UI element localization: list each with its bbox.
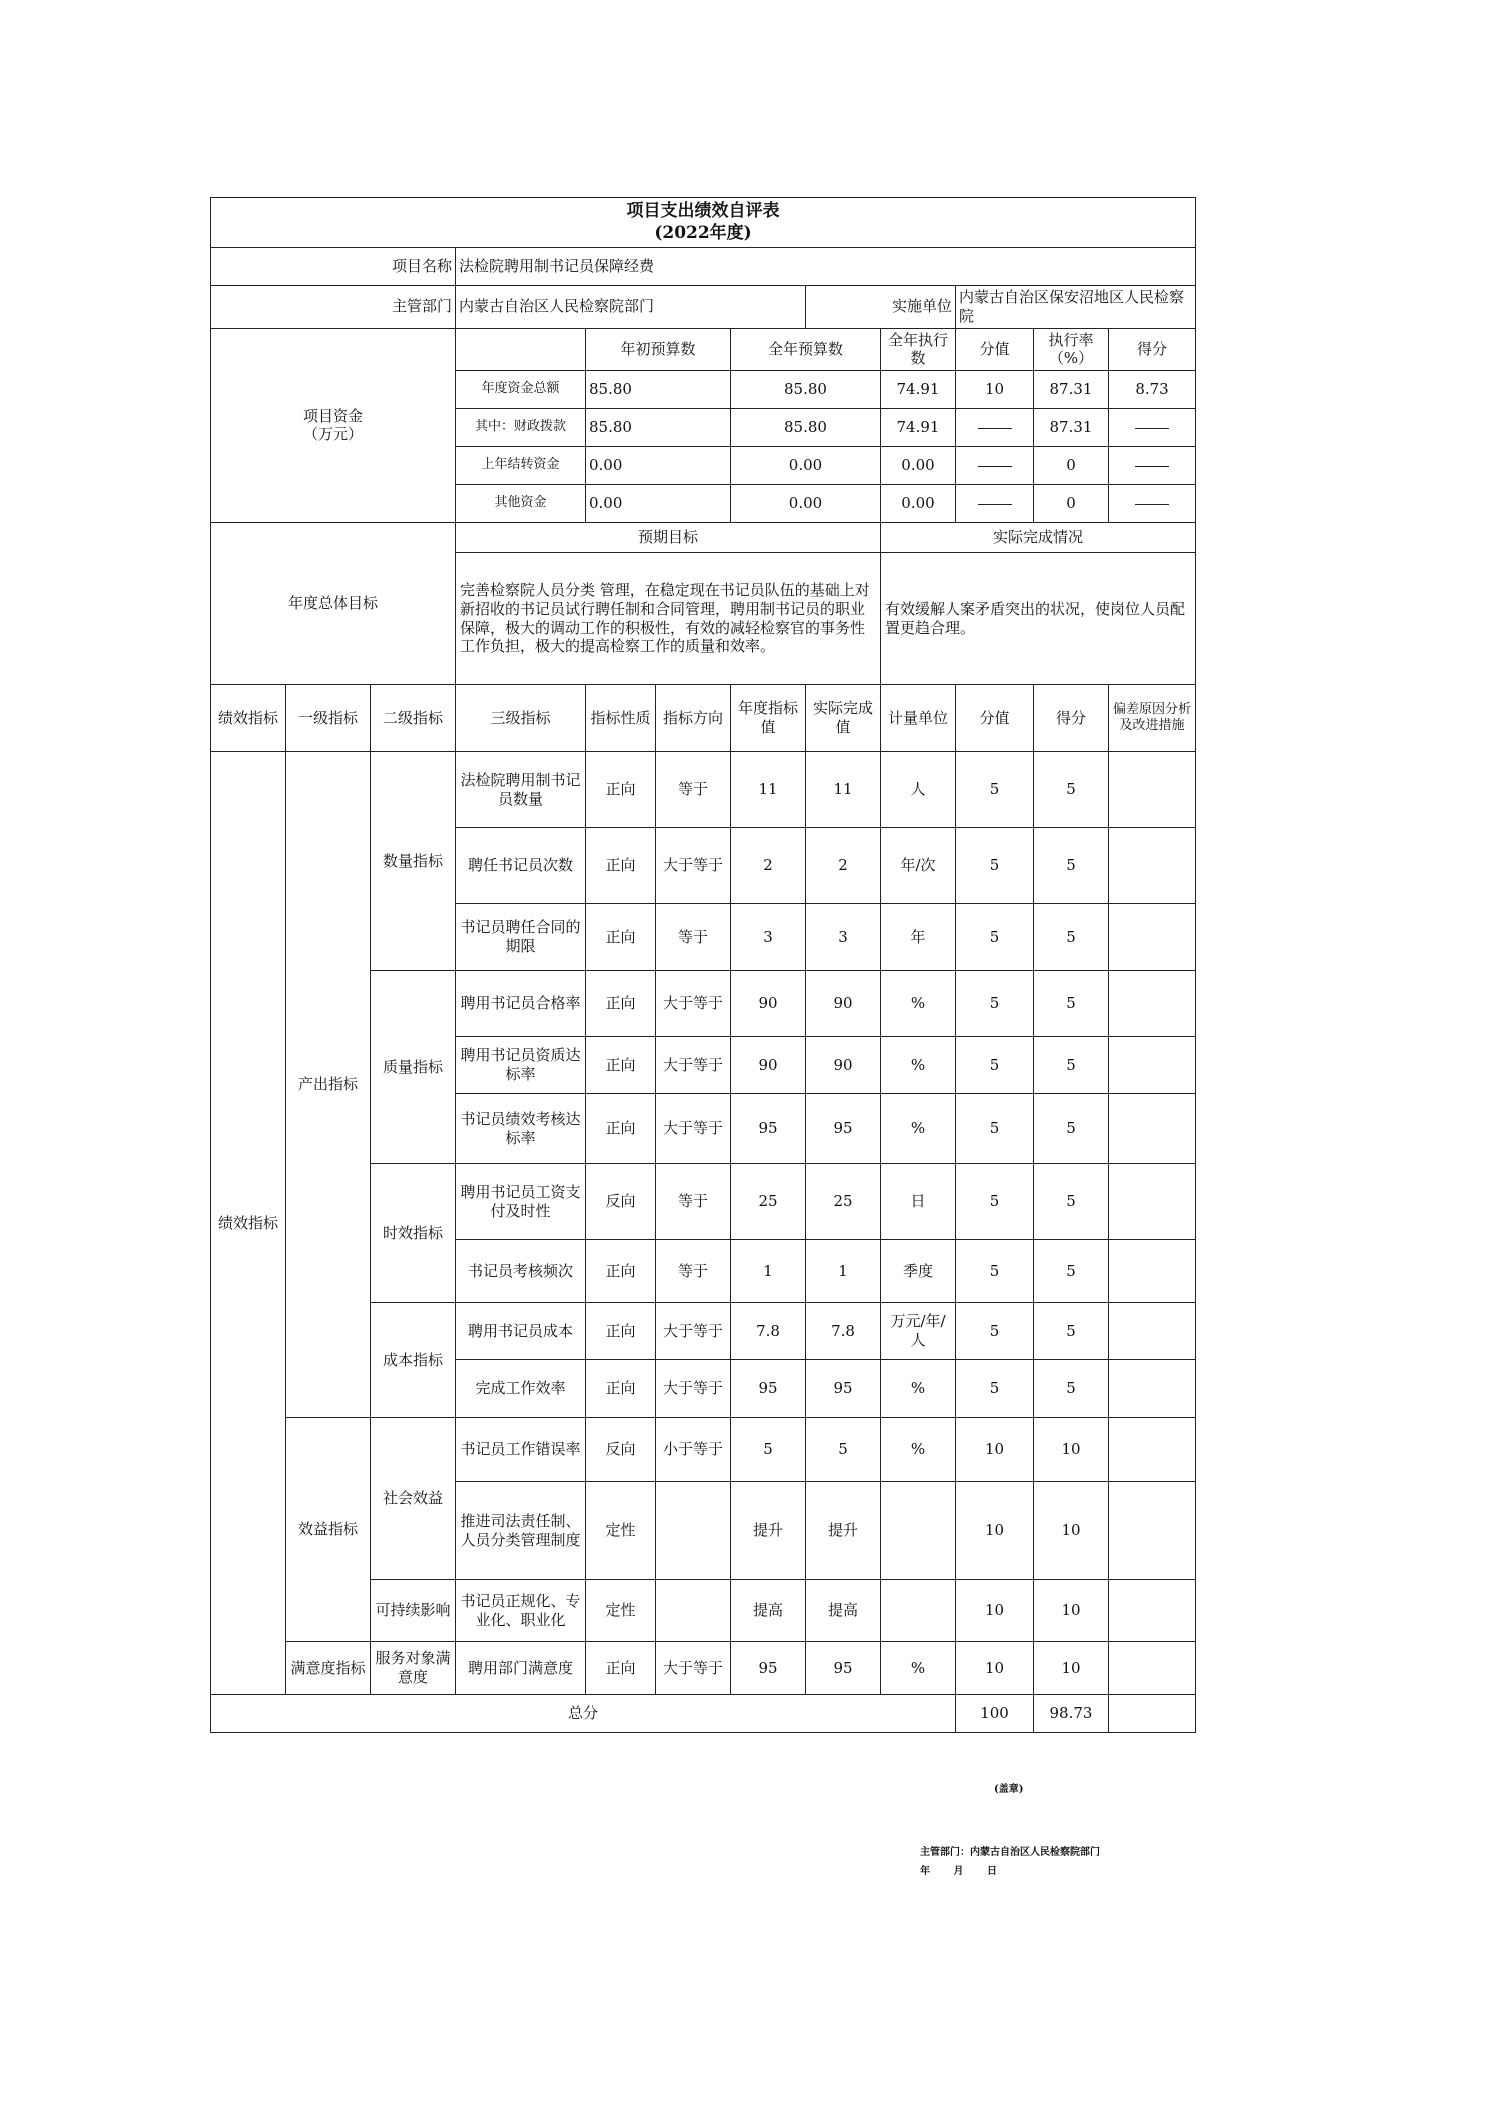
ind-direction: 大于等于 bbox=[656, 971, 731, 1037]
ind-target: 90 bbox=[731, 1037, 806, 1094]
funds-row-annual: 0.00 bbox=[731, 447, 881, 485]
goals-actual-text: 有效缓解人案矛盾突出的状况，使岗位人员配置更趋合理。 bbox=[881, 553, 1196, 685]
table-title: 项目支出绩效自评表 bbox=[626, 201, 780, 222]
ind-satisfaction-label: 满意度指标 bbox=[286, 1642, 371, 1695]
ind-header-value: 分值 bbox=[956, 685, 1034, 752]
total-deviation bbox=[1109, 1695, 1196, 1733]
ind-actual: 5 bbox=[806, 1418, 881, 1482]
ind-score: 10 bbox=[1034, 1580, 1109, 1642]
ind-direction: 小于等于 bbox=[656, 1418, 731, 1482]
ind-score: 5 bbox=[1034, 1164, 1109, 1240]
ind-value: 5 bbox=[956, 1360, 1034, 1418]
ind-name: 书记员绩效考核达标率 bbox=[456, 1094, 586, 1164]
ind-actual: 提升 bbox=[806, 1482, 881, 1580]
funds-row-score: 8.73 bbox=[1109, 371, 1196, 409]
ind-unit bbox=[881, 1482, 956, 1580]
ind-unit: % bbox=[881, 1418, 956, 1482]
ind-group-label: 绩效指标 bbox=[211, 752, 286, 1695]
ind-header-target: 年度指标值 bbox=[731, 685, 806, 752]
ind-nature: 正向 bbox=[586, 904, 656, 971]
ind-direction: 大于等于 bbox=[656, 1094, 731, 1164]
ind-score: 5 bbox=[1034, 752, 1109, 828]
ind-name: 书记员考核频次 bbox=[456, 1240, 586, 1303]
ind-value: 5 bbox=[956, 971, 1034, 1037]
ind-unit: % bbox=[881, 1094, 956, 1164]
ind-score: 5 bbox=[1034, 904, 1109, 971]
ind-name: 书记员正规化、专业化、职业化 bbox=[456, 1580, 586, 1642]
table-year: (2022年度) bbox=[654, 222, 752, 243]
ind-score: 5 bbox=[1034, 1360, 1109, 1418]
signature-date bbox=[920, 1862, 1100, 1881]
funds-row-exec: 0.00 bbox=[881, 485, 956, 523]
ind-score: 10 bbox=[1034, 1482, 1109, 1580]
ind-direction: 大于等于 bbox=[656, 1360, 731, 1418]
ind-value: 5 bbox=[956, 1164, 1034, 1240]
ind-target: 3 bbox=[731, 904, 806, 971]
funds-row-init: 85.80 bbox=[586, 409, 731, 447]
seal-note: (盖章) bbox=[994, 1784, 1024, 1795]
funds-row-score-value bbox=[956, 447, 1034, 485]
ind-deviation bbox=[1109, 1037, 1196, 1094]
ind-deviation bbox=[1109, 1303, 1196, 1360]
ind-score: 5 bbox=[1034, 1094, 1109, 1164]
ind-nature: 正向 bbox=[586, 1094, 656, 1164]
ind-name: 聘用书记员资质达标率 bbox=[456, 1037, 586, 1094]
funds-row-rate: 0 bbox=[1034, 447, 1109, 485]
ind-output-label: 产出指标 bbox=[286, 752, 371, 1418]
ind-nature: 正向 bbox=[586, 1037, 656, 1094]
ind-header-unit: 计量单位 bbox=[881, 685, 956, 752]
ind-value: 10 bbox=[956, 1642, 1034, 1695]
ind-nature: 正向 bbox=[586, 1240, 656, 1303]
ind-actual: 3 bbox=[806, 904, 881, 971]
funds-row-score bbox=[1109, 447, 1196, 485]
ind-score: 5 bbox=[1034, 828, 1109, 904]
ind-name: 书记员聘任合同的期限 bbox=[456, 904, 586, 971]
ind-nature: 正向 bbox=[586, 752, 656, 828]
dash-mark bbox=[978, 466, 1012, 467]
ind-nature: 反向 bbox=[586, 1418, 656, 1482]
funds-header-rate: 执行率（%） bbox=[1034, 328, 1109, 371]
ind-actual: 25 bbox=[806, 1164, 881, 1240]
ind-actual: 95 bbox=[806, 1360, 881, 1418]
ind-name: 法检院聘用制书记员数量 bbox=[456, 752, 586, 828]
goals-expected-header: 预期目标 bbox=[456, 523, 881, 553]
signature-dept: 主管部门：内蒙古自治区人民检察院部门 bbox=[920, 1847, 1100, 1858]
ind-name: 聘任书记员次数 bbox=[456, 828, 586, 904]
ind-unit: 人 bbox=[881, 752, 956, 828]
dash-mark bbox=[1135, 504, 1169, 505]
ind-value: 10 bbox=[956, 1482, 1034, 1580]
ind-header-nature: 指标性质 bbox=[586, 685, 656, 752]
funds-row-init: 0.00 bbox=[586, 485, 731, 523]
ind-score: 10 bbox=[1034, 1642, 1109, 1695]
ind-target: 7.8 bbox=[731, 1303, 806, 1360]
ind-target: 2 bbox=[731, 828, 806, 904]
funds-row-exec: 74.91 bbox=[881, 371, 956, 409]
ind-name: 书记员工作错误率 bbox=[456, 1418, 586, 1482]
ind-deviation bbox=[1109, 752, 1196, 828]
ind-score: 5 bbox=[1034, 1303, 1109, 1360]
funds-header-annual: 全年预算数 bbox=[731, 328, 881, 371]
ind-score: 5 bbox=[1034, 1240, 1109, 1303]
indicator-row bbox=[211, 752, 1196, 828]
funds-row-name: 年度资金总额 bbox=[456, 371, 586, 409]
ind-value: 10 bbox=[956, 1580, 1034, 1642]
ind-unit: % bbox=[881, 971, 956, 1037]
ind-service-label: 服务对象满意度 bbox=[371, 1642, 456, 1695]
ind-header-group: 绩效指标 bbox=[211, 685, 286, 752]
ind-deviation bbox=[1109, 904, 1196, 971]
project-name-value: 法检院聘用制书记员保障经费 bbox=[456, 248, 1196, 286]
funds-row-score bbox=[1109, 409, 1196, 447]
ind-sustain-label: 可持续影响 bbox=[371, 1580, 456, 1642]
ind-nature: 正向 bbox=[586, 828, 656, 904]
ind-direction: 大于等于 bbox=[656, 828, 731, 904]
ind-target: 95 bbox=[731, 1360, 806, 1418]
ind-deviation bbox=[1109, 1360, 1196, 1418]
ind-deviation bbox=[1109, 1240, 1196, 1303]
goals-actual-header: 实际完成情况 bbox=[881, 523, 1196, 553]
signature-block bbox=[920, 1843, 1100, 1881]
ind-target: 提高 bbox=[731, 1580, 806, 1642]
ind-name: 聘用书记员成本 bbox=[456, 1303, 586, 1360]
funds-row-annual: 85.80 bbox=[731, 371, 881, 409]
funds-row-rate: 0 bbox=[1034, 485, 1109, 523]
funds-row-init: 0.00 bbox=[586, 447, 731, 485]
total-score: 98.73 bbox=[1034, 1695, 1109, 1733]
funds-header-score: 得分 bbox=[1109, 328, 1196, 371]
ind-name: 推进司法责任制、人员分类管理制度 bbox=[456, 1482, 586, 1580]
ind-deviation bbox=[1109, 1642, 1196, 1695]
ind-target: 90 bbox=[731, 971, 806, 1037]
ind-cost-label: 成本指标 bbox=[371, 1303, 456, 1418]
funds-row-annual: 85.80 bbox=[731, 409, 881, 447]
ind-target: 5 bbox=[731, 1418, 806, 1482]
ind-actual: 1 bbox=[806, 1240, 881, 1303]
indicator-row bbox=[211, 1642, 1196, 1695]
goals-label: 年度总体目标 bbox=[211, 523, 456, 685]
ind-quality-label: 质量指标 bbox=[371, 971, 456, 1164]
ind-value: 5 bbox=[956, 828, 1034, 904]
ind-header-level2: 二级指标 bbox=[371, 685, 456, 752]
indicator-row bbox=[211, 1418, 1196, 1482]
ind-direction: 大于等于 bbox=[656, 1303, 731, 1360]
funds-row-score-value bbox=[956, 485, 1034, 523]
funds-row-rate: 87.31 bbox=[1034, 371, 1109, 409]
ind-value: 5 bbox=[956, 752, 1034, 828]
ind-direction: 等于 bbox=[656, 1164, 731, 1240]
project-name-label: 项目名称 bbox=[211, 248, 456, 286]
dash-mark bbox=[978, 504, 1012, 505]
ind-unit: 万元/年/人 bbox=[881, 1303, 956, 1360]
ind-unit: % bbox=[881, 1642, 956, 1695]
date-day: 日 bbox=[986, 1866, 997, 1877]
ind-quantity-label: 数量指标 bbox=[371, 752, 456, 971]
ind-name: 聘用部门满意度 bbox=[456, 1642, 586, 1695]
ind-nature: 正向 bbox=[586, 1360, 656, 1418]
ind-unit: 季度 bbox=[881, 1240, 956, 1303]
ind-actual: 11 bbox=[806, 752, 881, 828]
ind-target: 11 bbox=[731, 752, 806, 828]
ind-header-level3: 三级指标 bbox=[456, 685, 586, 752]
ind-score: 5 bbox=[1034, 1037, 1109, 1094]
ind-direction: 大于等于 bbox=[656, 1037, 731, 1094]
ind-value: 5 bbox=[956, 1094, 1034, 1164]
impl-unit-label: 实施单位 bbox=[806, 286, 956, 329]
ind-actual: 95 bbox=[806, 1094, 881, 1164]
funds-row-exec: 0.00 bbox=[881, 447, 956, 485]
ind-deviation bbox=[1109, 1580, 1196, 1642]
funds-row-name: 上年结转资金 bbox=[456, 447, 586, 485]
date-month: 月 bbox=[953, 1866, 964, 1877]
ind-actual: 7.8 bbox=[806, 1303, 881, 1360]
ind-header-direction: 指标方向 bbox=[656, 685, 731, 752]
ind-header-level1: 一级指标 bbox=[286, 685, 371, 752]
ind-value: 10 bbox=[956, 1418, 1034, 1482]
ind-nature: 定性 bbox=[586, 1580, 656, 1642]
ind-deviation bbox=[1109, 971, 1196, 1037]
ind-target: 95 bbox=[731, 1094, 806, 1164]
performance-self-evaluation-table bbox=[210, 197, 1196, 1733]
ind-deviation bbox=[1109, 1482, 1196, 1580]
ind-nature: 反向 bbox=[586, 1164, 656, 1240]
table-title-cell bbox=[211, 198, 1196, 248]
date-year: 年 bbox=[920, 1866, 930, 1877]
ind-nature: 正向 bbox=[586, 971, 656, 1037]
ind-actual: 90 bbox=[806, 971, 881, 1037]
ind-unit: % bbox=[881, 1360, 956, 1418]
ind-value: 5 bbox=[956, 1037, 1034, 1094]
ind-unit: 日 bbox=[881, 1164, 956, 1240]
ind-value: 5 bbox=[956, 904, 1034, 971]
ind-direction bbox=[656, 1580, 731, 1642]
funds-row-init: 85.80 bbox=[586, 371, 731, 409]
funds-row-score bbox=[1109, 485, 1196, 523]
ind-direction bbox=[656, 1482, 731, 1580]
ind-header-actual: 实际完成值 bbox=[806, 685, 881, 752]
dash-mark bbox=[978, 428, 1012, 429]
ind-nature: 正向 bbox=[586, 1303, 656, 1360]
ind-target: 提升 bbox=[731, 1482, 806, 1580]
ind-target: 25 bbox=[731, 1164, 806, 1240]
ind-timeliness-label: 时效指标 bbox=[371, 1164, 456, 1303]
funds-row-name: 其他资金 bbox=[456, 485, 586, 523]
funds-header-init: 年初预算数 bbox=[586, 328, 731, 371]
ind-target: 1 bbox=[731, 1240, 806, 1303]
ind-direction: 等于 bbox=[656, 1240, 731, 1303]
ind-direction: 等于 bbox=[656, 752, 731, 828]
ind-header-deviation: 偏差原因分析及改进措施 bbox=[1109, 685, 1196, 752]
dept-value: 内蒙古自治区人民检察院部门 bbox=[456, 286, 806, 329]
ind-nature: 定性 bbox=[586, 1482, 656, 1580]
ind-benefit-label: 效益指标 bbox=[286, 1418, 371, 1642]
impl-unit-value: 内蒙古自治区保安沼地区人民检察院 bbox=[956, 286, 1196, 329]
funds-row-name: 其中：财政拨款 bbox=[456, 409, 586, 447]
ind-social-label: 社会效益 bbox=[371, 1418, 456, 1580]
ind-actual: 95 bbox=[806, 1642, 881, 1695]
ind-direction: 等于 bbox=[656, 904, 731, 971]
ind-deviation bbox=[1109, 1094, 1196, 1164]
ind-deviation bbox=[1109, 1418, 1196, 1482]
funds-row-score-value: 10 bbox=[956, 371, 1034, 409]
ind-unit: % bbox=[881, 1037, 956, 1094]
dept-label: 主管部门 bbox=[211, 286, 456, 329]
ind-name: 聘用书记员合格率 bbox=[456, 971, 586, 1037]
goals-expected-text: 完善检察院人员分类 管理，在稳定现在书记员队伍的基础上对新招收的书记员试行聘任制和合同管理，聘用制书记员的职业保障，极大的调动工作的积极性，有效的减轻检察官的事务性工作负担，极大的提高检察工作的质量和效率。 bbox=[456, 553, 881, 685]
funds-header-score-value: 分值 bbox=[956, 328, 1034, 371]
ind-name: 聘用书记员工资支付及时性 bbox=[456, 1164, 586, 1240]
ind-unit: 年/次 bbox=[881, 828, 956, 904]
ind-deviation bbox=[1109, 828, 1196, 904]
ind-direction: 大于等于 bbox=[656, 1642, 731, 1695]
funds-row-exec: 74.91 bbox=[881, 409, 956, 447]
ind-actual: 2 bbox=[806, 828, 881, 904]
ind-value: 5 bbox=[956, 1240, 1034, 1303]
ind-unit bbox=[881, 1580, 956, 1642]
funds-header-exec: 全年执行数 bbox=[881, 328, 956, 371]
ind-name: 完成工作效率 bbox=[456, 1360, 586, 1418]
funds-row-score-value bbox=[956, 409, 1034, 447]
ind-header-score: 得分 bbox=[1034, 685, 1109, 752]
ind-score: 5 bbox=[1034, 971, 1109, 1037]
ind-deviation bbox=[1109, 1164, 1196, 1240]
dash-mark bbox=[1135, 466, 1169, 467]
ind-nature: 正向 bbox=[586, 1642, 656, 1695]
ind-actual: 90 bbox=[806, 1037, 881, 1094]
funds-label: 项目资金 （万元） bbox=[211, 328, 456, 523]
ind-actual: 提高 bbox=[806, 1580, 881, 1642]
funds-row-rate: 87.31 bbox=[1034, 409, 1109, 447]
dash-mark bbox=[1135, 428, 1169, 429]
funds-row-annual: 0.00 bbox=[731, 485, 881, 523]
ind-value: 5 bbox=[956, 1303, 1034, 1360]
ind-score: 10 bbox=[1034, 1418, 1109, 1482]
total-value: 100 bbox=[956, 1695, 1034, 1733]
total-label: 总分 bbox=[211, 1695, 956, 1733]
ind-unit: 年 bbox=[881, 904, 956, 971]
ind-target: 95 bbox=[731, 1642, 806, 1695]
